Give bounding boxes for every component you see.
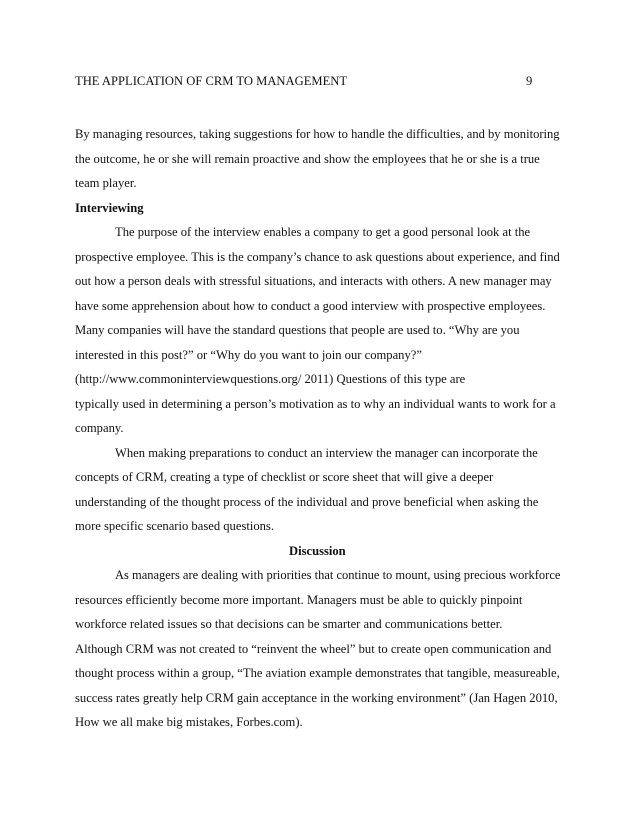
text-line: thought process within a group, “The aviation example demonstrates that tangible, measureable, bbox=[75, 666, 560, 680]
text-line: By managing resources, taking suggestions for how to handle the difficulties, and by monitoring bbox=[75, 127, 560, 141]
text-line: the outcome, he or she will remain proactive and show the employees that he or she is a true bbox=[75, 152, 540, 166]
text-line: (http://www.commoninterviewquestions.org/ 2011) Questions of this type are bbox=[75, 372, 466, 386]
text-line: As managers are dealing with priorities that continue to mount, using precious workforce bbox=[115, 568, 561, 582]
text-line: have some apprehension about how to conduct a good interview with prospective employees. bbox=[75, 299, 546, 313]
text-line: out how a person deals with stressful situations, and interacts with others. A new manager may bbox=[75, 274, 552, 288]
text-line: When making preparations to conduct an interview the manager can incorporate the bbox=[115, 446, 538, 460]
text-line: team player. bbox=[75, 176, 137, 190]
text-line: prospective employee. This is the company’s chance to ask questions about experience, and find bbox=[75, 250, 560, 264]
text-line: more specific scenario based questions. bbox=[75, 519, 274, 533]
text-line: workforce related issues so that decisions can be smarter and communications better. bbox=[75, 617, 503, 631]
text-line: success rates greatly help CRM gain acceptance in the working environment” (Jan Hagen 2010, bbox=[75, 691, 558, 705]
text-line: understanding of the thought process of the individual and prove beneficial when asking the bbox=[75, 495, 539, 509]
text-line: interested in this post?” or “Why do you want to join our company?” bbox=[75, 348, 422, 362]
section-heading-interviewing: Interviewing bbox=[75, 201, 144, 215]
text-line: company. bbox=[75, 421, 124, 435]
page-number: 9 bbox=[526, 74, 533, 88]
text-line: resources efficiently become more important. Managers must be able to quickly pinpoint bbox=[75, 593, 523, 607]
section-heading-discussion: Discussion bbox=[289, 544, 346, 558]
text-line: Many companies will have the standard questions that people are used to. “Why are you bbox=[75, 323, 520, 337]
text-line: concepts of CRM, creating a type of checklist or score sheet that will give a deeper bbox=[75, 470, 494, 484]
text-line: The purpose of the interview enables a company to get a good personal look at the bbox=[115, 225, 531, 239]
running-head: THE APPLICATION OF CRM TO MANAGEMENT bbox=[75, 74, 348, 88]
text-line: Although CRM was not created to “reinvent the wheel” but to create open communication and bbox=[75, 642, 552, 656]
text-line: typically used in determining a person’s motivation as to why an individual wants to work for a bbox=[75, 397, 556, 411]
text-line: How we all make big mistakes, Forbes.com). bbox=[75, 715, 303, 729]
